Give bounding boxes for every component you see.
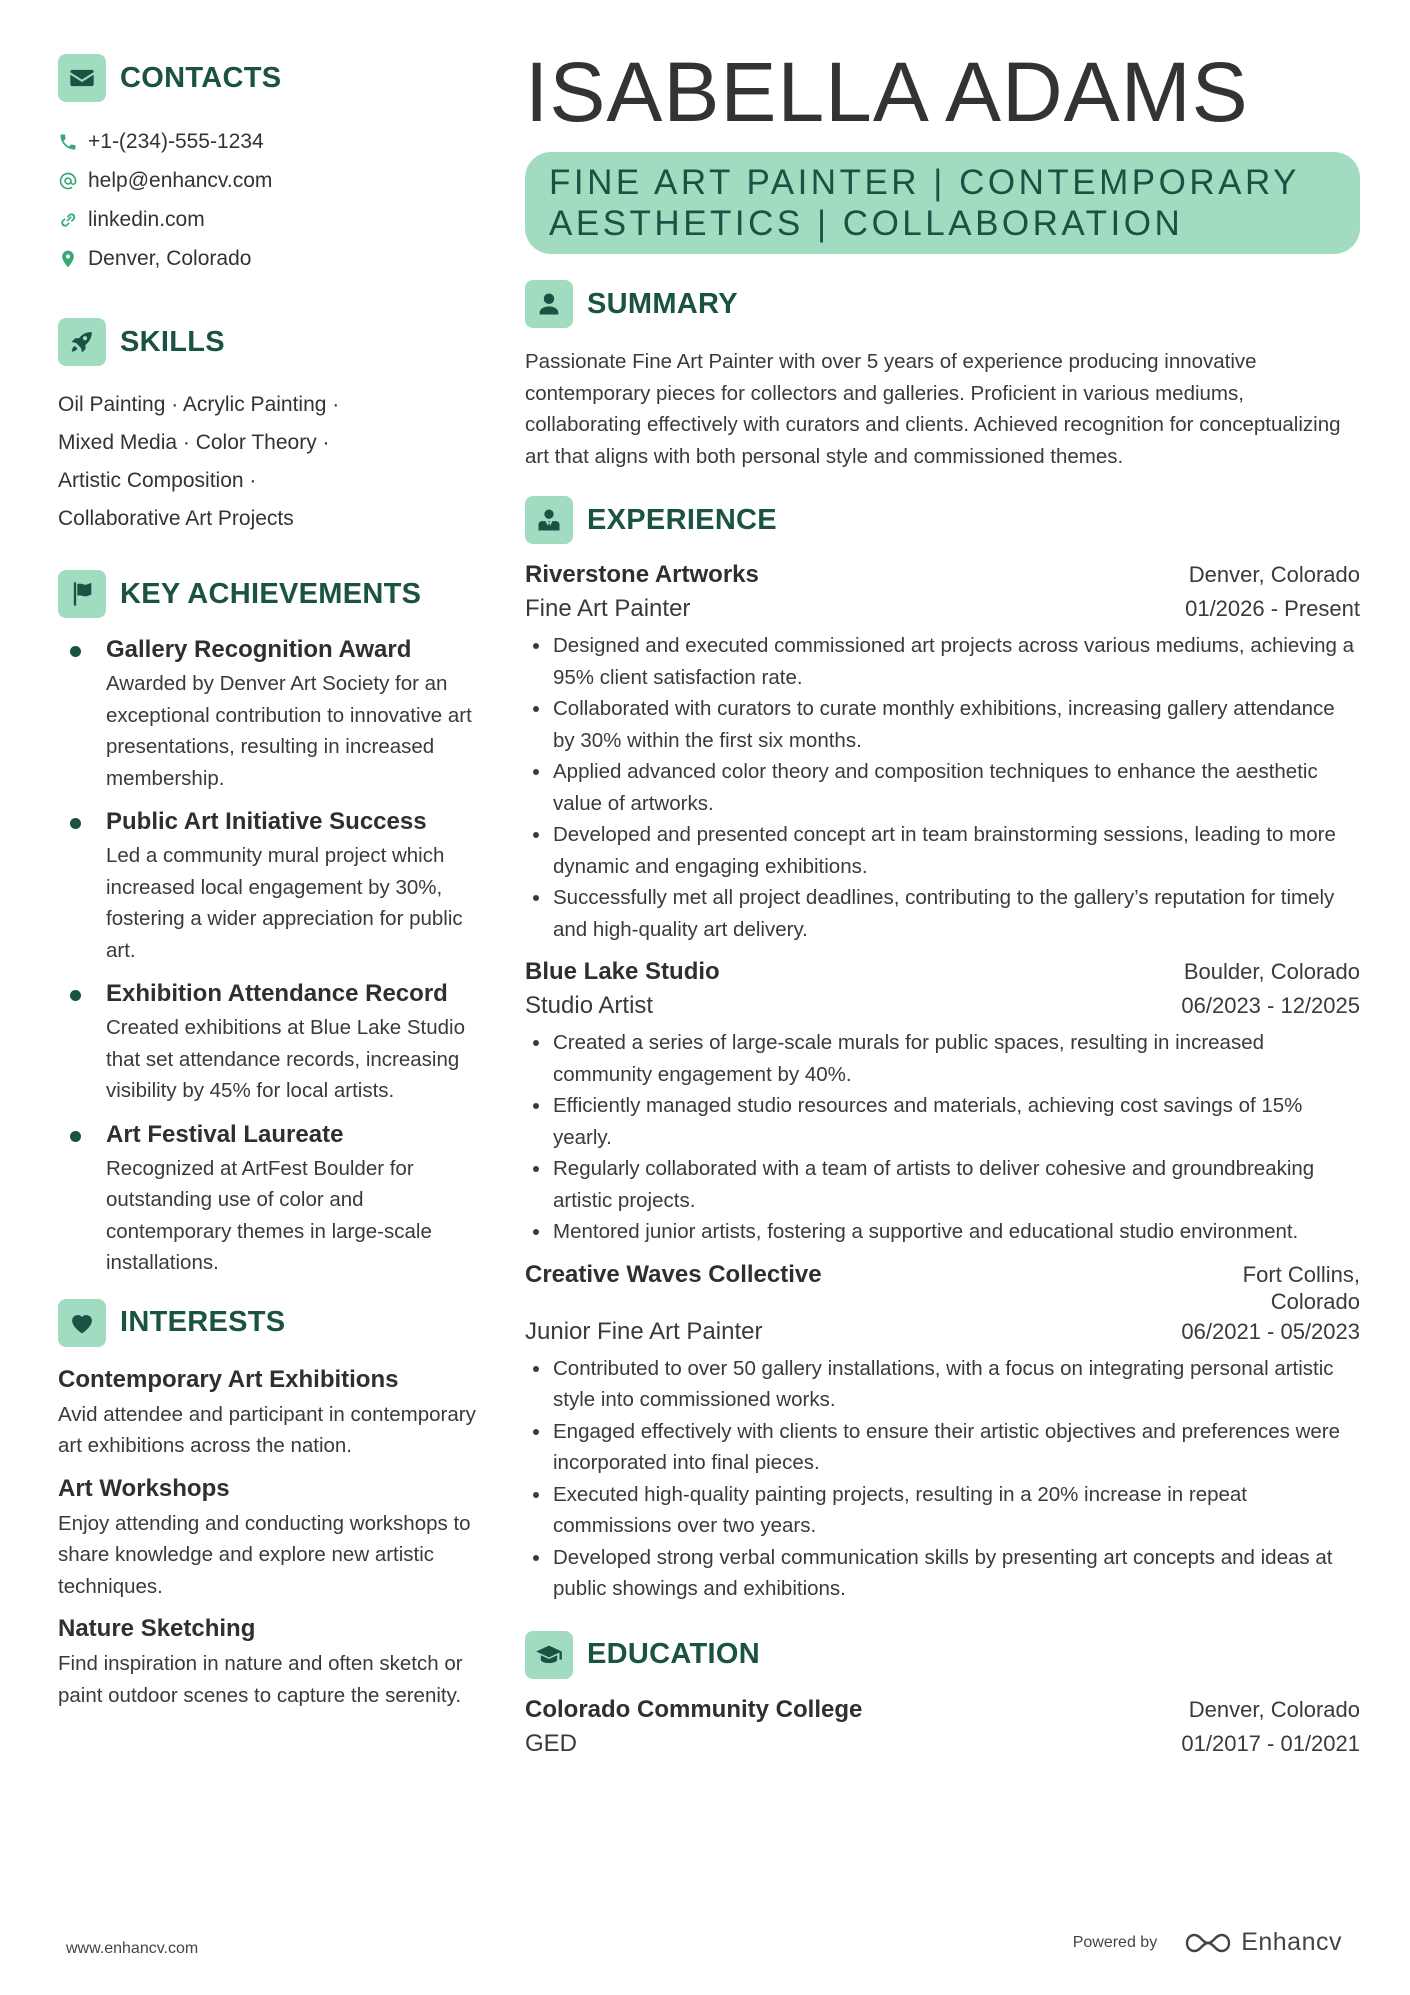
bullet-dot bbox=[70, 1131, 81, 1142]
education-entry bbox=[525, 1693, 1360, 1761]
left-column bbox=[58, 52, 478, 1721]
job-bullet: Created a series of large-scale murals for public spaces, resulting in increased community engagement by 40%. bbox=[525, 1027, 1360, 1090]
job-entry bbox=[525, 558, 1360, 945]
skills-line: Oil Painting · Acrylic Painting · bbox=[58, 393, 340, 416]
briefcase-person-icon bbox=[525, 496, 573, 544]
job-bullet: Mentored junior artists, fostering a supportive and educational studio environment. bbox=[525, 1216, 1360, 1248]
candidate-name: ISABELLA ADAMS bbox=[525, 45, 1249, 139]
experience-header bbox=[525, 494, 1360, 546]
skills-list bbox=[58, 386, 478, 538]
interest-title: Contemporary Art Exhibitions bbox=[58, 1365, 399, 1393]
achievements-list bbox=[58, 634, 478, 1279]
job-role-row bbox=[525, 989, 1360, 1023]
bullet-dot bbox=[70, 990, 81, 1001]
education-degree: GED bbox=[525, 1729, 578, 1757]
phone-icon bbox=[58, 132, 88, 152]
job-bullet: Developed and presented concept art in team brainstorming sessions, leading to more dynamic and engaging exhibitions. bbox=[525, 819, 1360, 882]
footer-website[interactable]: www.enhancv.com bbox=[66, 1940, 199, 1957]
achievement-title: Public Art Initiative Success bbox=[106, 808, 427, 835]
job-entry bbox=[525, 955, 1360, 1248]
footer-brand[interactable] bbox=[1073, 1928, 1342, 1957]
job-company: Riverstone Artworks bbox=[525, 561, 759, 588]
job-header-row bbox=[525, 558, 1360, 592]
contact-email[interactable] bbox=[58, 161, 478, 200]
contacts-header bbox=[58, 52, 478, 104]
achievement-item bbox=[58, 1119, 478, 1279]
interest-title: Nature Sketching bbox=[58, 1615, 256, 1642]
interests-section bbox=[58, 1297, 478, 1712]
job-entry bbox=[525, 1258, 1360, 1605]
job-header-row bbox=[525, 955, 1360, 989]
interest-item bbox=[58, 1472, 478, 1603]
job-bullet: Applied advanced color theory and composition techniques to enhance the aesthetic value of artworks. bbox=[525, 756, 1360, 819]
skills-section bbox=[58, 316, 478, 538]
achievement-desc: Awarded by Denver Art Society for an exceptional contribution to innovative art presentations, resulting in increased membership. bbox=[106, 672, 472, 790]
job-bullet: Designed and executed commissioned art projects across various mediums, achieving a 95% client satisfaction rate. bbox=[525, 630, 1360, 693]
achievement-title: Art Festival Laureate bbox=[106, 1120, 344, 1148]
graduation-cap-icon bbox=[525, 1631, 573, 1679]
brand-name: Enhancv bbox=[1241, 1928, 1342, 1956]
job-bullet: Regularly collaborated with a team of artists to deliver cohesive and groundbreaking artistic projects. bbox=[525, 1153, 1360, 1216]
achievement-item bbox=[58, 634, 478, 794]
skills-line: Collaborative Art Projects bbox=[58, 507, 294, 530]
job-bullet: Contributed to over 50 gallery installations, with a focus on integrating personal artistic style into commissioned works. bbox=[525, 1353, 1360, 1416]
job-bullet: Collaborated with curators to curate monthly exhibitions, increasing gallery attendance by 30% within the first six months. bbox=[525, 693, 1360, 756]
contact-list bbox=[58, 122, 478, 278]
skills-line: Mixed Media · Color Theory · bbox=[58, 431, 330, 454]
contact-location bbox=[58, 239, 478, 278]
achievements-title: KEY ACHIEVEMENTS bbox=[120, 577, 422, 610]
education-school: Colorado Community College bbox=[525, 1695, 863, 1723]
job-dates: 01/2026 - Present bbox=[1185, 596, 1360, 621]
interests-header bbox=[58, 1297, 478, 1349]
job-bullets bbox=[525, 630, 1360, 945]
education-dates: 01/2017 - 01/2021 bbox=[1181, 1730, 1360, 1756]
education-header-row bbox=[525, 1693, 1360, 1727]
job-bullets bbox=[525, 1353, 1360, 1605]
job-bullet: Engaged effectively with clients to ensure their artistic objectives and preferences were incorporated into final pieces. bbox=[525, 1416, 1360, 1479]
skills-header bbox=[58, 316, 478, 368]
achievements-header bbox=[58, 568, 478, 620]
job-role: Studio Artist bbox=[525, 992, 654, 1019]
achievement-desc: Created exhibitions at Blue Lake Studio that set attendance records, increasing visibility by 45% for local artists. bbox=[106, 1016, 465, 1102]
job-dates: 06/2023 - 12/2025 bbox=[1181, 993, 1360, 1018]
job-location: Boulder, Colorado bbox=[1183, 959, 1360, 984]
job-location: Fort Collins, Colorado bbox=[1242, 1261, 1360, 1314]
achievement-item bbox=[58, 978, 478, 1107]
person-icon bbox=[525, 280, 573, 328]
achievement-item bbox=[58, 806, 478, 966]
contacts-section bbox=[58, 52, 478, 278]
skills-line: Artistic Composition · bbox=[58, 469, 257, 492]
job-role-row bbox=[525, 1315, 1360, 1349]
achievement-desc: Led a community mural project which increased local engagement by 30%, fostering a wider appreciation for public art. bbox=[106, 844, 463, 962]
link-icon bbox=[58, 210, 88, 230]
flag-icon bbox=[58, 570, 106, 618]
contacts-title: CONTACTS bbox=[120, 61, 282, 94]
interest-desc: Enjoy attending and conducting workshops to share knowledge and explore new artistic techniques. bbox=[58, 1511, 471, 1598]
education-location: Denver, Colorado bbox=[1188, 1696, 1360, 1722]
contact-phone-text: +1-(234)-555-1234 bbox=[88, 129, 264, 153]
achievement-title: Gallery Recognition Award bbox=[106, 636, 412, 663]
education-degree-row bbox=[525, 1727, 1360, 1761]
interest-title: Art Workshops bbox=[58, 1474, 230, 1502]
interest-desc: Avid attendee and participant in contemporary art exhibitions across the nation. bbox=[58, 1402, 476, 1457]
envelope-icon bbox=[58, 54, 106, 102]
job-company: Blue Lake Studio bbox=[525, 958, 720, 985]
achievement-title: Exhibition Attendance Record bbox=[106, 980, 448, 1007]
job-bullet: Efficiently managed studio resources and materials, achieving cost savings of 15% yearly. bbox=[525, 1090, 1360, 1153]
heart-icon bbox=[58, 1299, 106, 1347]
job-bullet: Executed high-quality painting projects, resulting in a 20% increase in repeat commissions over two years. bbox=[525, 1479, 1360, 1542]
interests-title: INTERESTS bbox=[120, 1306, 286, 1338]
job-location: Denver, Colorado bbox=[1188, 562, 1360, 587]
contact-location-text: Denver, Colorado bbox=[88, 246, 252, 270]
job-role: Junior Fine Art Painter bbox=[525, 1317, 763, 1345]
education-section bbox=[525, 1629, 1360, 1761]
contact-email-text: help@enhancv.com bbox=[88, 168, 273, 192]
skills-title: SKILLS bbox=[120, 325, 225, 358]
contact-phone[interactable] bbox=[58, 122, 478, 161]
job-role-row bbox=[525, 592, 1360, 626]
bullet-dot bbox=[70, 818, 81, 829]
at-icon bbox=[58, 171, 88, 191]
achievements-section bbox=[58, 568, 478, 1279]
rocket-icon bbox=[58, 318, 106, 366]
job-bullets bbox=[525, 1027, 1360, 1248]
interests-list bbox=[58, 1363, 478, 1712]
education-title: EDUCATION bbox=[587, 1638, 760, 1670]
job-bullet: Developed strong verbal communication skills by presenting art concepts and ideas at public showings and exhibitions. bbox=[525, 1542, 1360, 1605]
job-role: Fine Art Painter bbox=[525, 595, 691, 622]
interest-item bbox=[58, 1363, 478, 1462]
experience-title: EXPERIENCE bbox=[587, 503, 777, 536]
right-column bbox=[525, 46, 1360, 1761]
location-pin-icon bbox=[58, 249, 88, 269]
summary-section bbox=[525, 278, 1360, 472]
contact-linkedin-text: linkedin.com bbox=[88, 207, 205, 231]
experience-section bbox=[525, 494, 1360, 1605]
job-company: Creative Waves Collective bbox=[525, 1260, 822, 1288]
headline-banner: FINE ART PAINTER | CONTEMPORARY AESTHETICS | COLLABORATION bbox=[525, 152, 1360, 254]
summary-title: SUMMARY bbox=[587, 287, 738, 320]
contact-linkedin[interactable] bbox=[58, 200, 478, 239]
powered-by-text: Powered by bbox=[1072, 1933, 1158, 1951]
job-bullet: Successfully met all project deadlines, contributing to the gallery’s reputation for timely and high-quality art delivery. bbox=[525, 882, 1360, 945]
achievement-desc: Recognized at ArtFest Boulder for outstanding use of color and contemporary themes in large-scale installations. bbox=[106, 1156, 432, 1274]
education-header bbox=[525, 1629, 1360, 1681]
job-header-row bbox=[525, 1258, 1360, 1315]
bullet-dot bbox=[70, 646, 81, 657]
interest-desc: Find inspiration in nature and often sketch or paint outdoor scenes to capture the serenity. bbox=[58, 1652, 463, 1707]
job-dates: 06/2021 - 05/2023 bbox=[1181, 1318, 1360, 1344]
summary-header bbox=[525, 278, 1360, 330]
summary-text: Passionate Fine Art Painter with over 5 years of experience producing innovative contemporary pieces for collectors and galleries. Proficient in various mediums, collaborating effectively with curators and clients. Achieved recognition for conceptualizing art that aligns with both personal style and commissioned themes. bbox=[525, 350, 1341, 468]
enhancv-logo-icon bbox=[1183, 1929, 1233, 1957]
interest-item bbox=[58, 1612, 478, 1711]
